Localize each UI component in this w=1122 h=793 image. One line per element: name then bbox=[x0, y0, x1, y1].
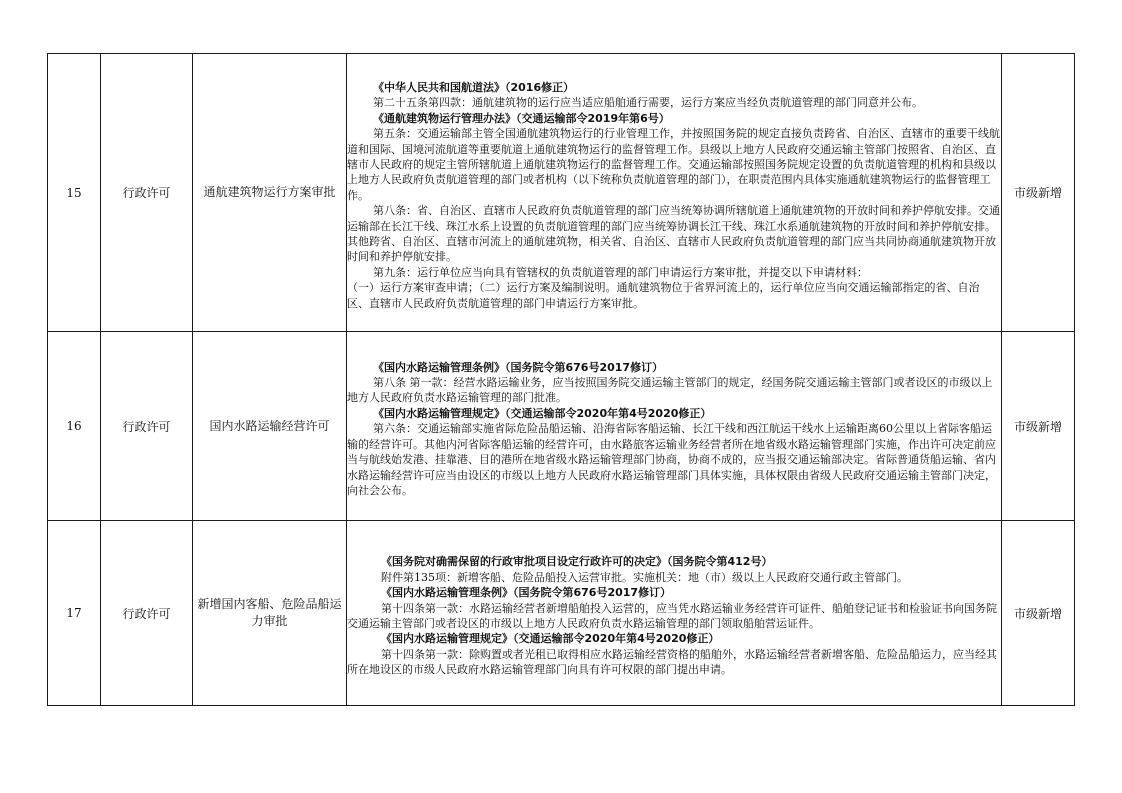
basis-title: 《通航建筑物运行管理办法》（交通运输部令2019年第6号） bbox=[373, 111, 670, 125]
legal-basis bbox=[347, 332, 1002, 521]
regulation-table bbox=[47, 53, 1075, 706]
row-number: 17 bbox=[48, 521, 101, 706]
legal-basis bbox=[347, 521, 1002, 706]
item-name: 新增国内客船、危险品船运力审批 bbox=[193, 521, 347, 706]
basis-title: 《国内水路运输管理条例》（国务院令第676号2017修订） bbox=[381, 586, 672, 600]
admin-level: 市级新增 bbox=[1002, 521, 1075, 706]
admin-level: 市级新增 bbox=[1002, 332, 1075, 521]
basis-title: 《中华人民共和国航道法》（2016修正） bbox=[373, 80, 575, 94]
basis-title: 《国内水路运输管理条例》（国务院令第676号2017修订） bbox=[373, 360, 664, 374]
admin-level: 市级新增 bbox=[1002, 54, 1075, 332]
basis-title: 《国务院对确需保留的行政审批项目设定行政许可的决定》（国务院令第412号） bbox=[381, 555, 773, 569]
row-number: 16 bbox=[48, 332, 101, 521]
basis-text: 第十四条第一款：水路运输经营者新增船舶投入运营的，应当凭水路运输业务经营许可证件、船舶登记证书和检验证书向国务院交通运输主管部门或者设区的市级以上地方人民政府负责水路运输管理的部门领取船舶营运证件。 bbox=[347, 601, 997, 630]
table-row bbox=[48, 54, 1075, 332]
basis-text: 第五条：交通运输部主管全国通航建筑物运行的行业管理工作，并按照国务院的规定直接负责跨省、自治区、直辖市的重要干线航道和国际、国境河流航道等重要航道上通航建筑物运行的监督管理工作。县级以上地方人民政府交通运输主管部门按照省、自治区、直辖市人民政府的规定主管所辖航道上通航建筑物运行的监督管理工作。交通运输部按照国务院规定设置的负责航道管理的机构和县级以上地方人民政府负责航道管理的部门或者机构（以下统称负责航道管理的部门），在职责范围内具体实施通航建筑物运行的监督管理工作。 bbox=[347, 127, 1000, 202]
table-row bbox=[48, 521, 1075, 706]
permit-type: 行政许可 bbox=[101, 521, 193, 706]
basis-text: 附件第135项：新增客船、危险品船投入运营审批。实施机关：地（市）级以上人民政府交通行政主管部门。 bbox=[381, 570, 908, 584]
basis-text: 第八条：省、自治区、直辖市人民政府负责航道管理的部门应当统筹协调所辖航道上通航建筑物的开放时间和养护停航安排。交通运输部在长江干线、珠江水系上设置的负责航道管理的部门应当统筹协调长江干线、珠江水系通航建筑物的开放时间和养护停航安排。其他跨省、自治区、直辖市河流上的通航建筑物，相关省、自治区、直辖市人民政府负责航道管理的部门应当共同协商通航建筑物开放时间和养护停航安排。 bbox=[347, 204, 1000, 264]
row-number: 15 bbox=[48, 54, 101, 332]
basis-text: 第八条 第一款：经营水路运输业务，应当按照国务院交通运输主管部门的规定，经国务院交通运输主管部门或者设区的市级以上地方人民政府负责水路运输管理的部门批准。 bbox=[347, 376, 993, 405]
basis-text: 第二十五条第四款：通航建筑物的运行应当适应船舶通行需要，运行方案应当经负责航道管理的部门同意并公布。 bbox=[373, 96, 923, 110]
permit-type: 行政许可 bbox=[101, 54, 193, 332]
item-name: 国内水路运输经营许可 bbox=[193, 332, 347, 521]
permit-type: 行政许可 bbox=[101, 332, 193, 521]
basis-text: （一）运行方案审查申请；（二）运行方案及编制说明。通航建筑物位于省界河流上的，运行单位应当向交通运输部指定的省、自治区、直辖市人民政府负责航道管理的部门申请运行方案审批。 bbox=[347, 281, 980, 310]
basis-text: 第九条：运行单位应当向具有管辖权的负责航道管理的部门申请运行方案审批，并提交以下申请材料： bbox=[373, 265, 868, 279]
basis-title: 《国内水路运输管理规定》（交通运输部令2020年第4号2020修正） bbox=[373, 406, 712, 420]
legal-basis bbox=[347, 54, 1002, 332]
item-name: 通航建筑物运行方案审批 bbox=[193, 54, 347, 332]
table-row bbox=[48, 332, 1075, 521]
basis-title: 《国内水路运输管理规定》（交通运输部令2020年第4号2020修正） bbox=[381, 632, 720, 646]
basis-text: 第十四条第一款：除购置或者光租已取得相应水路运输经营资格的船舶外，水路运输经营者新增客船、危险品船运力，应当经其所在地设区的市级人民政府水路运输管理部门向具有许可权限的部门提出申请。 bbox=[347, 647, 997, 677]
basis-text: 第六条：交通运输部实施省际危险品船运输、沿海省际客船运输、长江干线和西江航运干线水上运输距离60公里以上省际客船运输的经营许可。其他内河省际客船运输的经营许可，由水路旅客运输业务经营者所在地省级水路运输管理部门实施，作出许可决定前应当与航线始发港、挂靠港、目的港所在地省级水路运输管理部门协商，协商不成的，应当报交通运输部决定。省际普通货船运输、省内水路运输经营许可应当由设区的市级以上地方人民政府水路运输管理部门具体实施，具体权限由省级人民政府交通运输主管部门决定，向社会公布。 bbox=[347, 422, 996, 497]
